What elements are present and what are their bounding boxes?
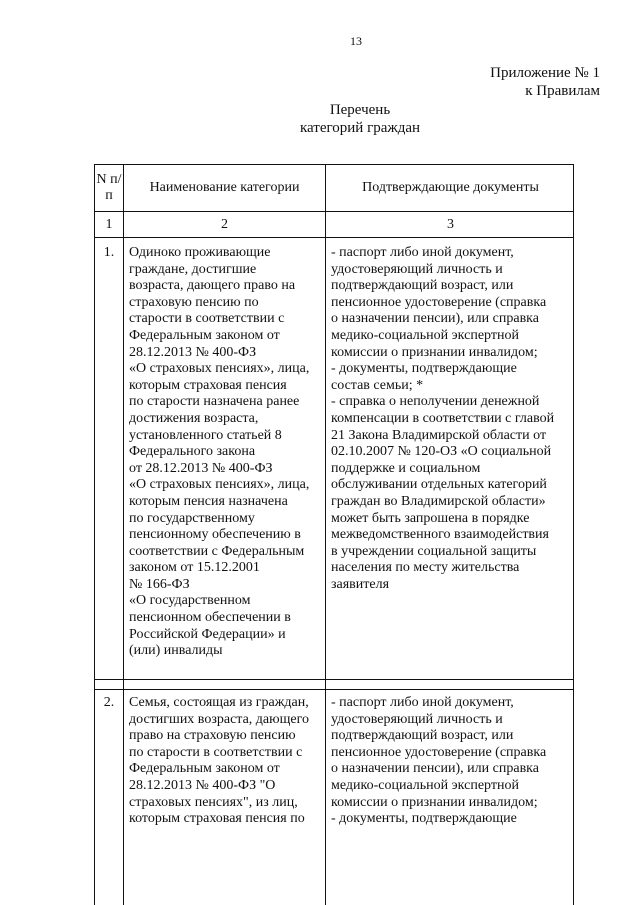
- text-line: заявителя: [331, 576, 390, 592]
- text-line: (или) инвалиды: [129, 643, 223, 659]
- text-line: состав семьи; *: [331, 377, 424, 393]
- text-line: - паспорт либо иной документ,: [331, 695, 514, 710]
- text-line: страховых пенсиях", из лиц,: [129, 794, 298, 810]
- text-line: Одиноко проживающие: [129, 245, 271, 260]
- category-description: [129, 245, 321, 660]
- text-line: Федерального закона: [129, 444, 256, 460]
- column-number-3: 3: [447, 217, 454, 232]
- row-number: 1.: [103, 245, 115, 260]
- table-row-divider: [95, 211, 573, 212]
- heading-line-2: категорий граждан: [299, 120, 421, 136]
- categories-table: [94, 164, 574, 905]
- page-number: 13: [350, 34, 362, 48]
- row-number: 2.: [103, 695, 115, 710]
- column-number-1: 1: [105, 217, 113, 232]
- text-line: поддержке и социальном: [331, 460, 481, 476]
- text-line: по старости назначена ранее: [129, 394, 300, 410]
- heading-line-1: Перечень: [329, 102, 391, 118]
- text-line: 28.12.2013 № 400-ФЗ: [129, 344, 257, 360]
- text-line: № 166-ФЗ: [129, 576, 190, 592]
- text-line: медико-социальной экспертной: [331, 327, 519, 343]
- text-line: комиссии о признании инвалидом;: [331, 344, 538, 360]
- text-line: - паспорт либо иной документ,: [331, 245, 514, 260]
- header-category-name: Наименование категории: [149, 180, 300, 195]
- text-line: достижения возраста,: [129, 410, 259, 426]
- text-line: 28.12.2013 № 400-ФЗ "О: [129, 777, 276, 793]
- supporting-documents-list: [331, 245, 571, 593]
- text-line: о назначении пенсии), или справка: [331, 311, 539, 327]
- text-line: удостоверяющий личность и: [331, 711, 503, 727]
- text-line: комиссии о признании инвалидом;: [331, 794, 538, 810]
- text-line: 21 Закона Владимирской области от: [331, 427, 547, 443]
- text-line: Федеральным законом от: [129, 327, 280, 343]
- text-line: компенсации в соответствии с главой: [331, 410, 555, 426]
- text-line: - документы, подтверждающие: [331, 811, 517, 827]
- text-line: установленного статьей 8: [129, 427, 282, 443]
- table-column-divider: [123, 165, 124, 905]
- text-line: «О страховых пенсиях», лица,: [129, 361, 310, 377]
- text-line: страховую пенсию по: [129, 294, 259, 310]
- text-line: от 28.12.2013 № 400-ФЗ: [129, 460, 273, 476]
- text-line: в учреждении социальной защиты: [331, 543, 537, 559]
- text-line: достигших возраста, дающего: [129, 711, 309, 727]
- text-line: право на страховую пенсию: [129, 728, 296, 744]
- text-line: возраста, дающего право на: [129, 278, 296, 294]
- table-row-divider: [95, 237, 573, 238]
- text-line: граждан во Владимирской области»: [331, 493, 546, 509]
- table-column-divider: [325, 165, 326, 905]
- column-number-2: 2: [221, 217, 228, 232]
- text-line: удостоверяющий личность и: [331, 261, 503, 277]
- text-line: медико-социальной экспертной: [331, 777, 519, 793]
- text-line: 02.10.2007 № 120-ОЗ «О социальной: [331, 444, 552, 460]
- text-line: пенсионное удостоверение (справка: [331, 294, 547, 310]
- text-line: которым страховая пенсия: [129, 377, 287, 393]
- text-line: Семья, состоящая из граждан,: [129, 695, 309, 710]
- document-heading: [240, 101, 480, 137]
- appendix-line-2: к Правилам: [525, 83, 600, 99]
- text-line: которым пенсия назначена: [129, 493, 288, 509]
- text-line: подтверждающий возраст, или: [331, 278, 514, 294]
- text-line: по государственному: [129, 510, 255, 526]
- appendix-line-1: Приложение № 1: [490, 65, 600, 81]
- appendix-label: [490, 64, 600, 100]
- header-supporting-documents: Подтверждающие документы: [362, 180, 539, 195]
- text-line: граждане, достигшие: [129, 261, 257, 277]
- category-description: [129, 695, 321, 828]
- table-row-divider: [95, 679, 573, 680]
- text-line: пенсионное удостоверение (справка: [331, 744, 547, 760]
- header-number: N п/п: [96, 172, 122, 203]
- table-row-divider: [95, 689, 573, 690]
- text-line: которым страховая пенсия по: [129, 811, 305, 827]
- text-line: «О государственном: [129, 593, 251, 609]
- text-line: - документы, подтверждающие: [331, 361, 517, 377]
- supporting-documents-list: [331, 695, 571, 828]
- text-line: может быть запрошена в порядке: [331, 510, 530, 526]
- text-line: межведомственного взаимодействия: [331, 527, 549, 543]
- text-line: соответствии с Федеральным: [129, 543, 305, 559]
- text-line: пенсионному обеспечению в: [129, 527, 301, 543]
- text-line: пенсионном обеспечении в: [129, 610, 291, 626]
- text-line: «О страховых пенсиях», лица,: [129, 477, 310, 493]
- text-line: Федеральным законом от: [129, 761, 280, 777]
- text-line: Российской Федерации» и: [129, 626, 286, 642]
- text-line: о назначении пенсии), или справка: [331, 761, 539, 777]
- text-line: старости в соответствии с: [129, 311, 285, 327]
- text-line: населения по месту жительства: [331, 560, 520, 576]
- text-line: законом от 15.12.2001: [129, 560, 260, 576]
- text-line: обслуживании отдельных категорий: [331, 477, 547, 493]
- text-line: - справка о неполучении денежной: [331, 394, 540, 410]
- text-line: по старости в соответствии с: [129, 744, 303, 760]
- text-line: подтверждающий возраст, или: [331, 728, 514, 744]
